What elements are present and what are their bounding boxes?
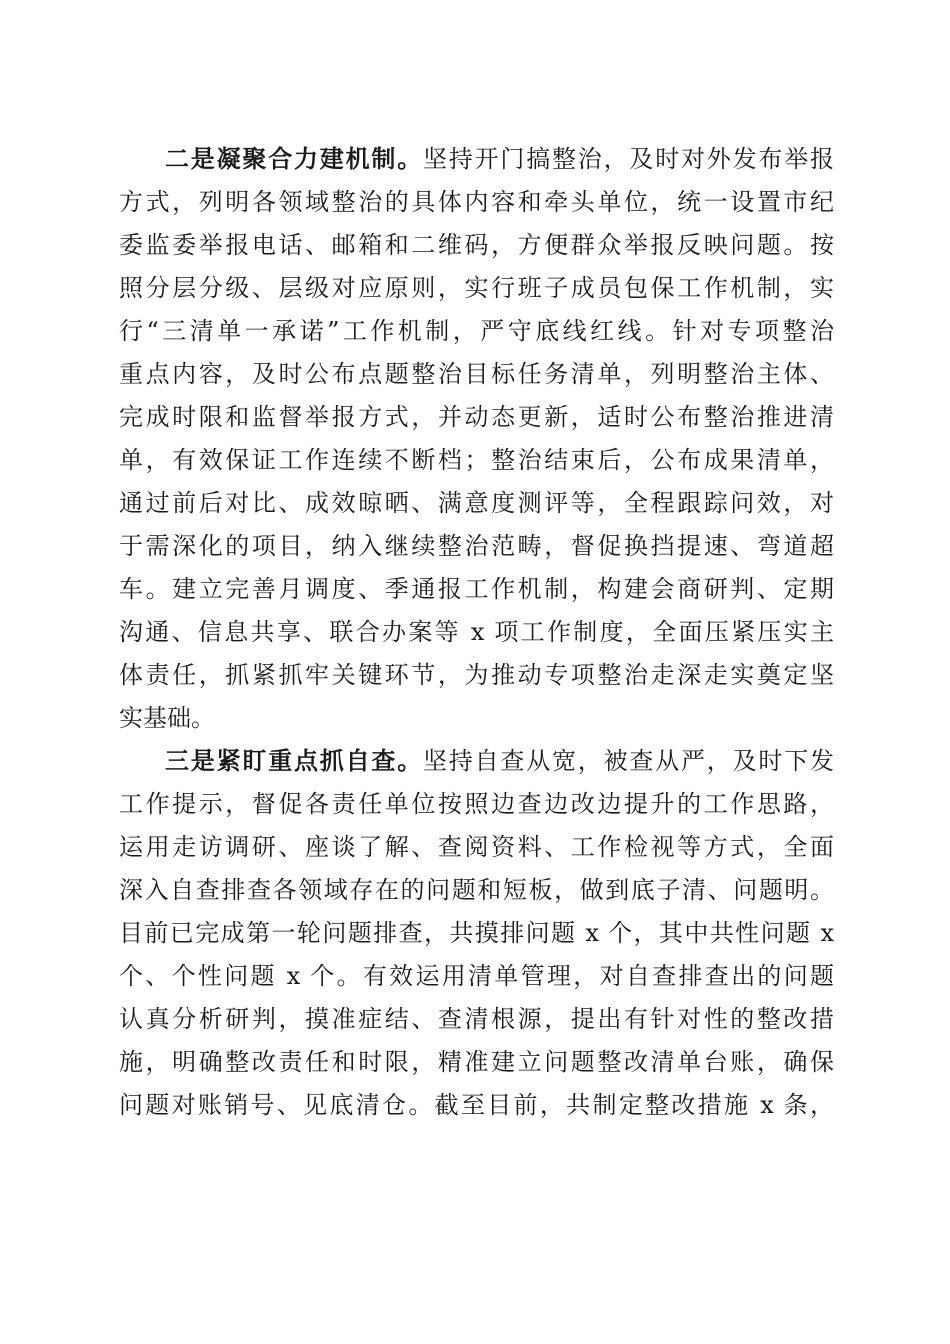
paragraph-1-line-8: 单，有效保证工作连续不断档；整治结束后，公布成果清单， [119, 446, 834, 474]
paragraph-1-line-1 [165, 139, 834, 179]
paragraph-1-line-1-text: 坚持开门搞整治，及时对外发布举报 [423, 145, 834, 173]
paragraph-1-heading: 二是凝聚合力建机制。 [165, 145, 423, 173]
paragraph-2-line-3: 运用走访调研、座谈了解、查阅资料、工作检视等方式，全面 [119, 833, 834, 861]
paragraph-1-line-2: 方式，列明各领域整治的具体内容和牵头单位，统一设置市纪 [119, 188, 834, 216]
paragraph-2-heading: 三是紧盯重点抓自查。 [165, 747, 423, 775]
paragraph-1-line-13: 体责任，抓紧抓牢关键环节，为推动专项整治走深走实奠定坚 [119, 661, 834, 689]
paragraph-2-line-4: 深入自查排查各领域存在的问题和短板，做到底子清、问题明。 [119, 876, 834, 904]
paragraph-1-line-10: 于需深化的项目，纳入继续整治范畴，督促换挡提速、弯道超 [119, 532, 834, 560]
paragraph-2-line-7: 认真分析研判，摸准症结、查清根源，提出有针对性的整改措 [119, 1005, 834, 1033]
paragraph-2-line-1-text: 坚持自查从宽，被查从严，及时下发 [423, 747, 834, 775]
paragraph-1-line-5: 行“三清单一承诺”工作机制，严守底线红线。针对专项整治 [119, 317, 834, 345]
paragraph-2-line-5: 目前已完成第一轮问题排查，共摸排问题 x 个，其中共性问题 x [119, 919, 834, 947]
paragraph-1-line-3: 委监委举报电话、邮箱和二维码，方便群众举报反映问题。按 [119, 231, 834, 259]
paragraph-1-line-6: 重点内容，及时公布点题整治目标任务清单，列明整治主体、 [119, 360, 834, 388]
paragraph-2-line-9: 问题对账销号、见底清仓。截至目前，共制定整改措施 x 条， [119, 1091, 834, 1119]
paragraph-1-line-12: 沟通、信息共享、联合办案等 x 项工作制度，全面压紧压实主 [119, 618, 834, 646]
paragraph-1-line-14: 实基础。 [119, 704, 215, 732]
paragraph-2-line-2: 工作提示，督促各责任单位按照边查边改边提升的工作思路， [119, 790, 834, 818]
paragraph-2-line-1 [165, 741, 834, 781]
paragraph-2-line-8: 施，明确整改责任和时限，精准建立问题整改清单台账，确保 [119, 1048, 834, 1076]
paragraph-1-line-4: 照分层分级、层级对应原则，实行班子成员包保工作机制，实 [119, 274, 834, 302]
paragraph-1-line-11: 车。建立完善月调度、季通报工作机制，构建会商研判、定期 [119, 575, 834, 603]
paragraph-1-line-7: 完成时限和监督举报方式，并动态更新，适时公布整治推进清 [119, 403, 834, 431]
paragraph-1-line-9: 通过前后对比、成效晾晒、满意度测评等，全程跟踪问效，对 [119, 489, 834, 517]
paragraph-2-line-6: 个、个性问题 x 个。有效运用清单管理，对自查排查出的问题 [119, 962, 834, 990]
